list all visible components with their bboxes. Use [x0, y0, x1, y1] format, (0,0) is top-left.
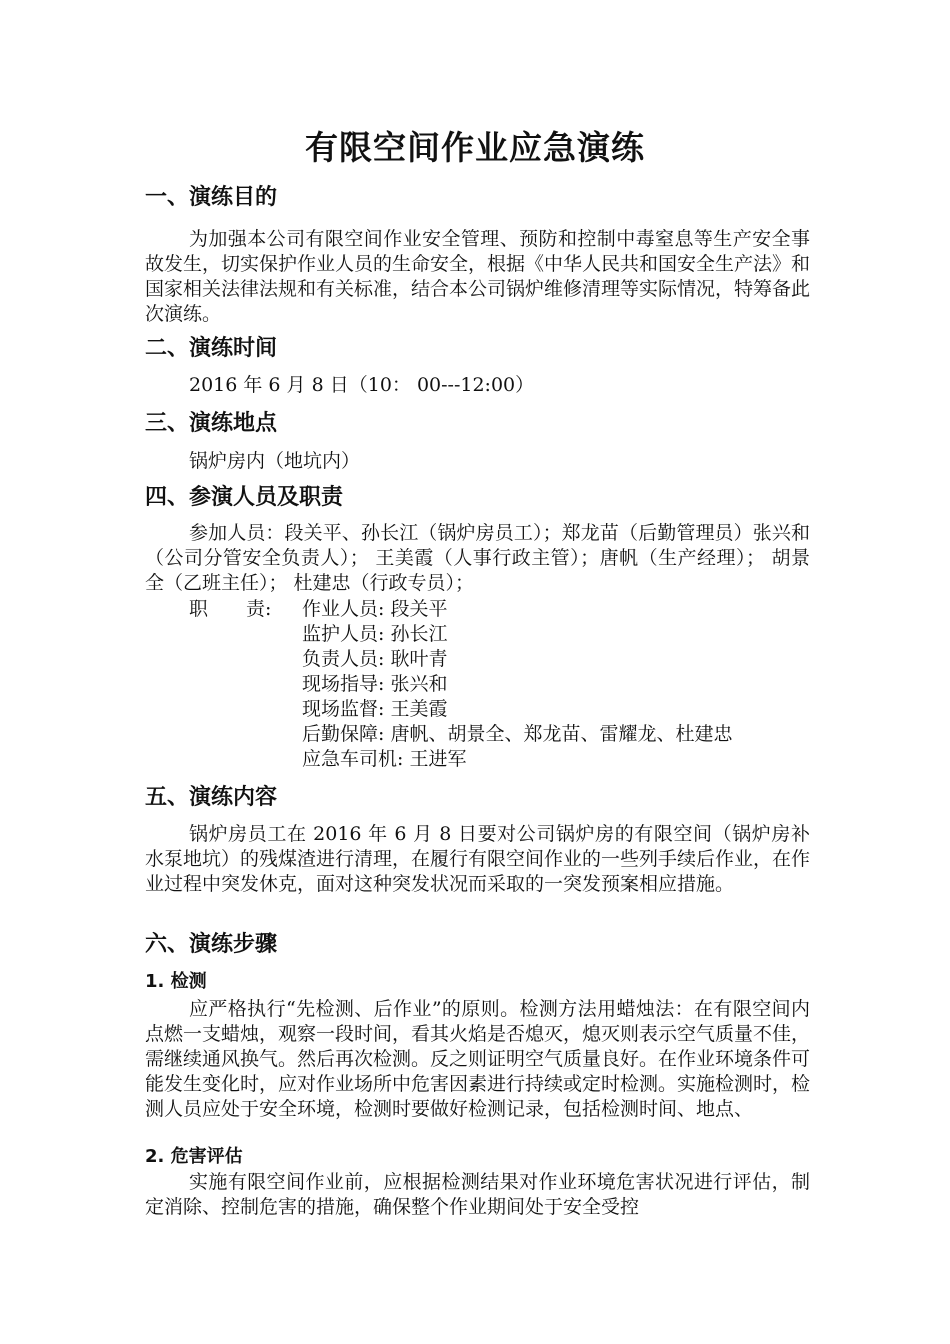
hazard-assessment-paragraph: 实施有限空间作业前，应根据检测结果对作业环境危害状况进行评估，制定消除、控制危害的措施，确保整个作业期间处于安全受控	[145, 1171, 810, 1218]
section-heading-steps: 六、演练步骤	[145, 932, 278, 957]
section-heading-participants: 四、参演人员及职责	[145, 485, 344, 510]
section-heading-location: 三、演练地点	[145, 411, 278, 436]
drill-location-text: 锅炉房内（地坑内）	[189, 450, 361, 472]
content-paragraph: 锅炉房员工在 2016 年 6 月 8 日要对公司锅炉房的有限空间（锅炉房补水泵地坑）的残煤渣进行清理，在履行有限空间作业的一些列手续后作业，在作业过程中突发休克，面对这种突发状况而采取的一突发预案相应措施。	[145, 823, 811, 895]
document-title: 有限空间作业应急演练	[305, 128, 645, 167]
duty-item: 后勤保障: 唐帆、胡景全、郑龙苗、雷耀龙、杜建忠	[302, 723, 733, 745]
participants-paragraph: 参加人员：段关平、孙长江（锅炉房员工）；郑龙苗（后勤管理员）张兴和（公司分管安全负责人）； 王美霞（人事行政主管）；唐帆（生产经理）； 胡景全（乙班主任）； 杜建忠（行政专员）；	[145, 522, 810, 594]
section-paragraph-purpose: 为加强本公司有限空间作业安全管理、预防和控制中毒窒息等生产安全事故发生，切实保护作业人员的生命安全，根据《中华人民共和国安全生产法》和国家相关法律法规和有关标准，结合本公司锅炉维修清理等实际情况，特筹备此次演练。	[145, 228, 811, 325]
duty-item: 应急车司机: 王进军	[302, 748, 467, 770]
duty-label: 职 责:	[189, 598, 272, 620]
duty-item: 监护人员: 孙长江	[302, 623, 448, 645]
duty-item: 现场监督: 王美霞	[302, 698, 448, 720]
subsection-heading-hazard-assessment: 2. 危害评估	[145, 1146, 243, 1167]
drill-time-text: 2016 年 6 月 8 日（10： 00---12:00）	[189, 374, 535, 396]
duty-item: 现场指导: 张兴和	[302, 673, 448, 695]
section-heading-time: 二、演练时间	[145, 336, 278, 361]
subsection-heading-detection: 1. 检测	[145, 971, 207, 992]
section-heading-content: 五、演练内容	[145, 785, 278, 810]
detection-paragraph: 应严格执行“先检测、后作业”的原则。检测方法用蜡烛法：在有限空间内点燃一支蜡烛，观察一段时间，看其火焰是否熄灭，熄灭则表示空气质量不佳，需继续通风换气。然后再次检测。反之则证明空气质量良好。在作业环境条件可能发生变化时，应对作业场所中危害因素进行持续或定时检测。实施检测时，检测人员应处于安全环境，检测时要做好检测记录，包括检测时间、地点、	[145, 998, 811, 1120]
section-heading-purpose: 一、演练目的	[145, 185, 278, 210]
duty-item: 负责人员: 耿叶青	[302, 648, 448, 670]
duty-item: 作业人员: 段关平	[302, 598, 448, 620]
